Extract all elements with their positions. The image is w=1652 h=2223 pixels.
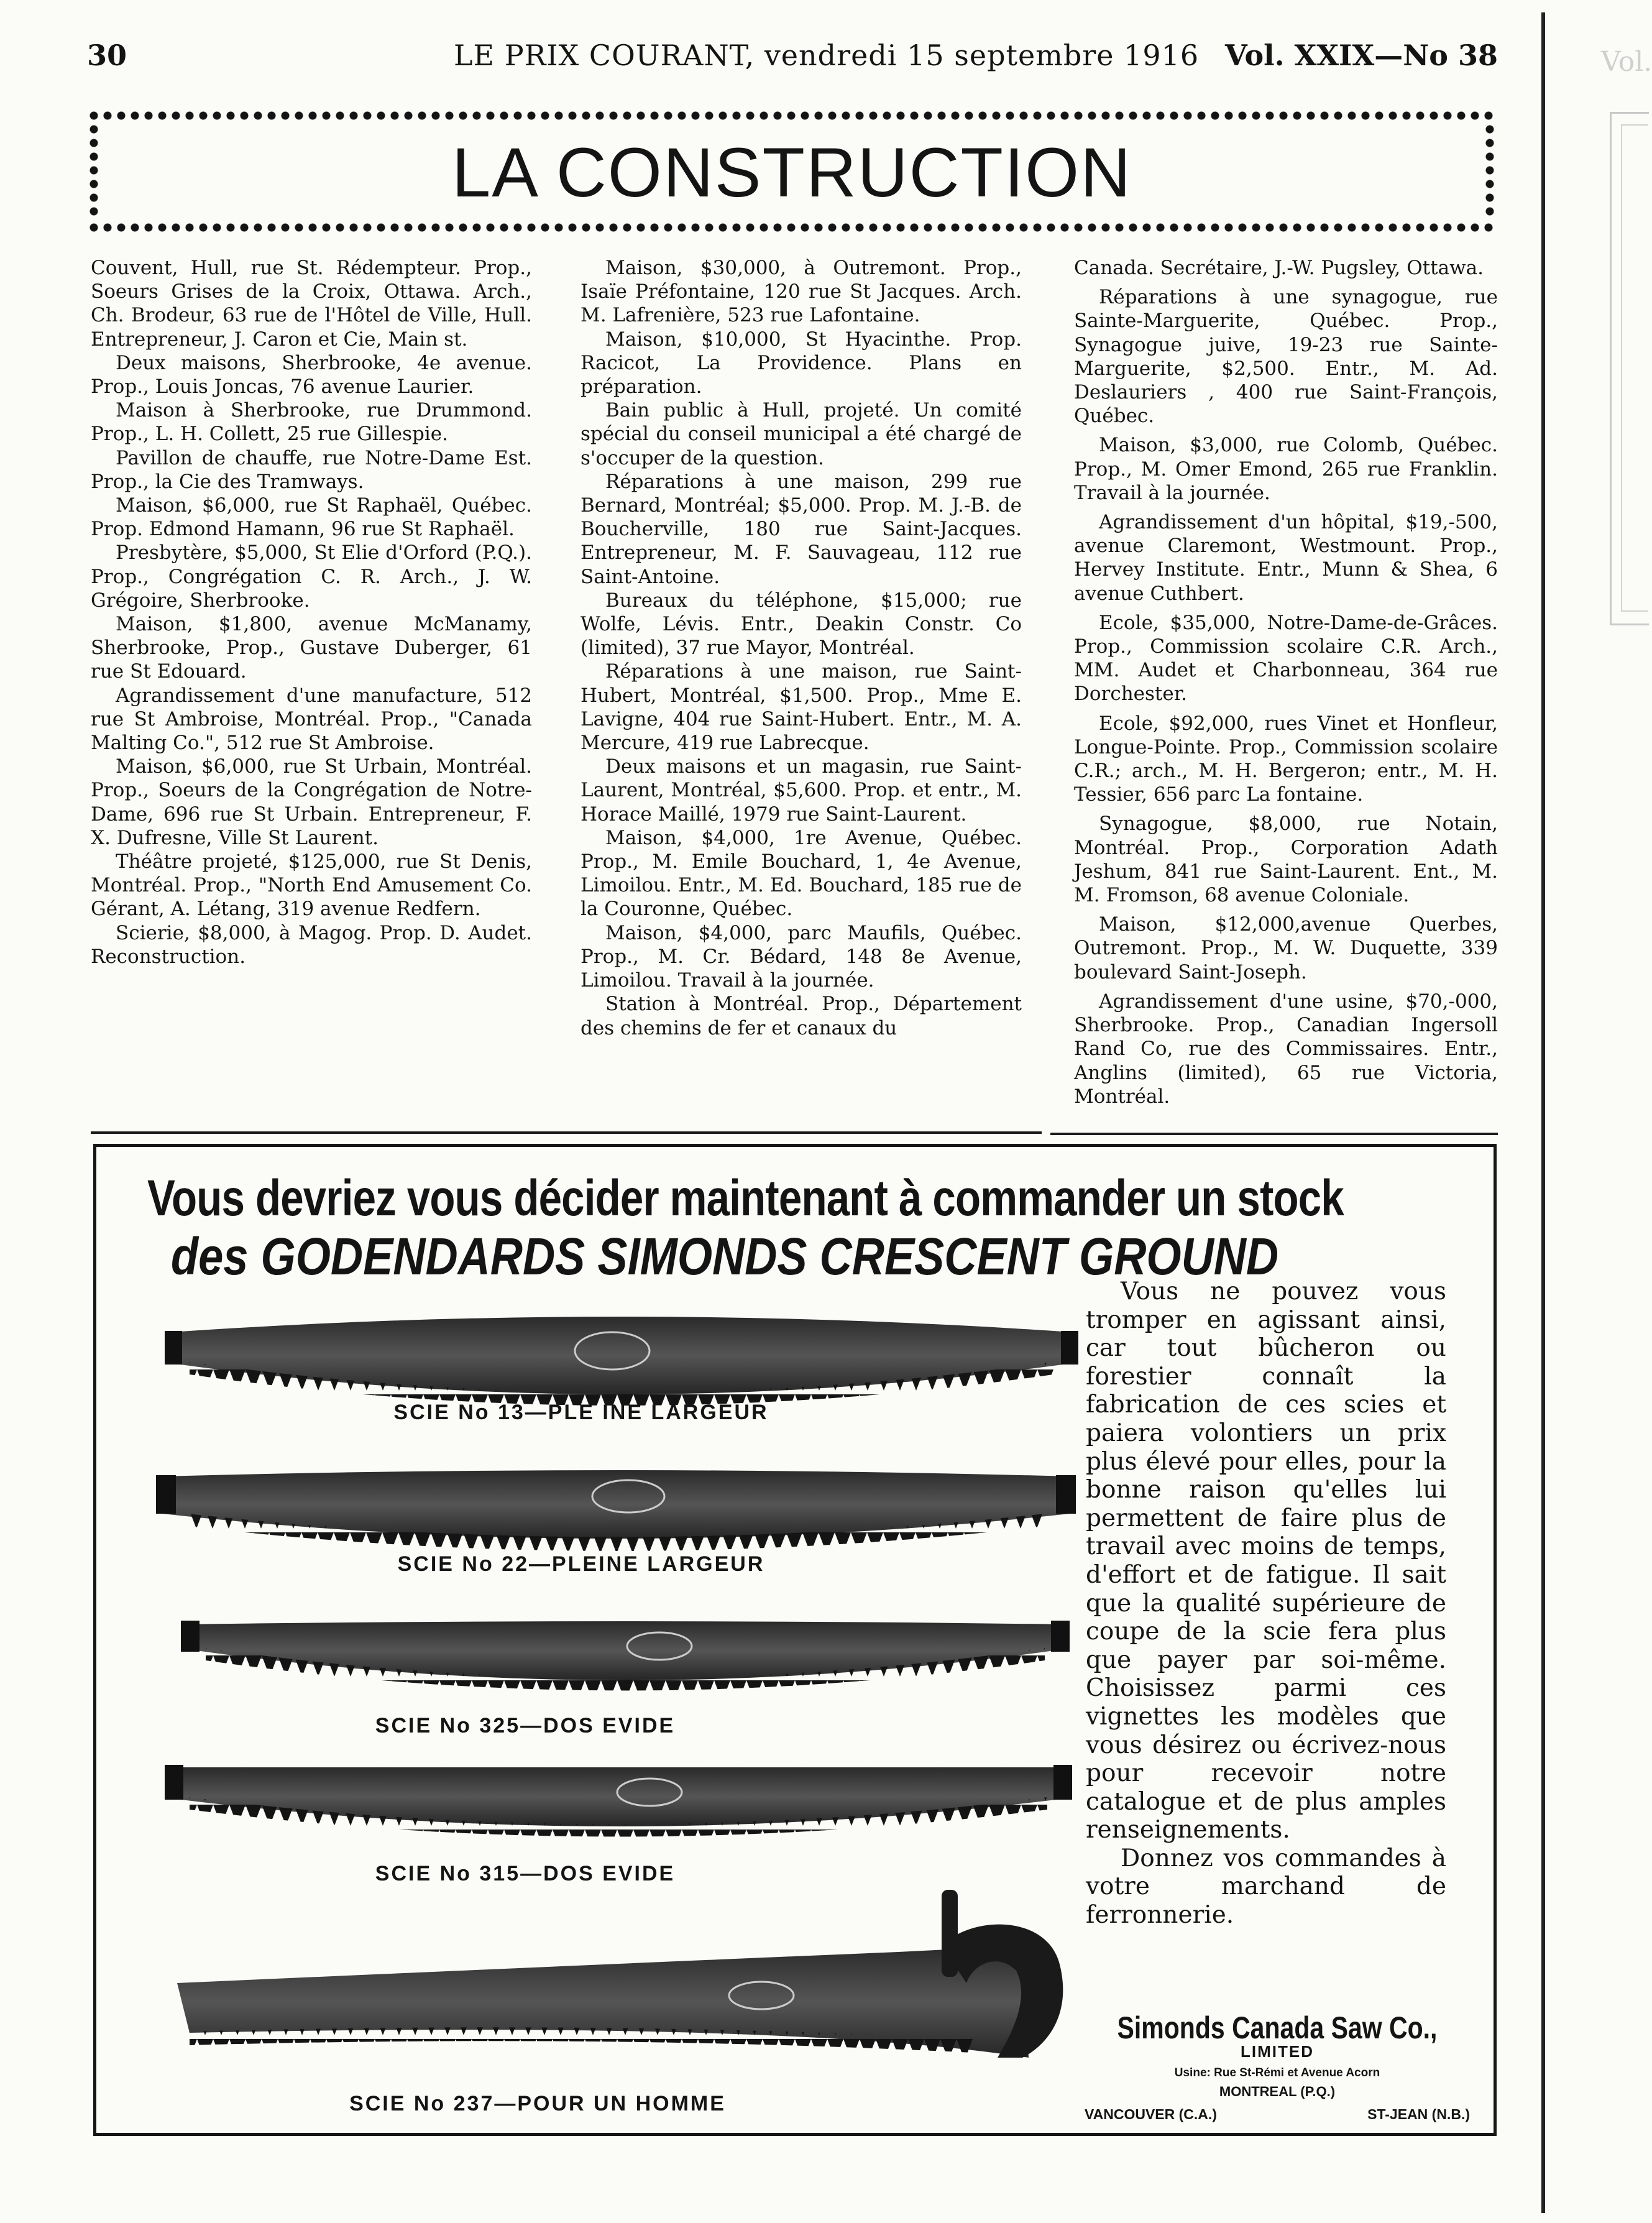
section-title: LA CONSTRUCTION: [451, 134, 1132, 211]
publication-line: LE PRIX COURANT, vendredi 15 septembre 1916: [454, 39, 1200, 72]
listing-paragraph: Maison, $6,000, rue St Urbain, Montréal. Prop., Soeurs de la Congrégation de Notre-Dame, 696 rue St Urbain. Entrepreneur, F. X. Dufresne, Ville St Laurent.: [91, 755, 532, 849]
ad-headline: Vous devriez vous décider maintenant à commander un stock: [147, 1170, 1344, 1227]
listing-paragraph: Théâtre projeté, $125,000, rue St Denis, Montréal. Prop., "North End Amusement Co. Gérant, A. Létang, 319 avenue Redfern.: [91, 850, 532, 921]
listing-paragraph: Scierie, $8,000, à Magog. Prop. D. Audet. Reconstruction.: [91, 921, 532, 968]
running-head: [87, 39, 1498, 88]
listing-paragraph: Réparations à une synagogue, rue Sainte-Marguerite, Québec. Prop., Synagogue juive, 19-23 rue Sainte-Marguerite, $2,500. Entr., M. Ad. Deslauriers , 400 rue Saint-François, Québec.: [1074, 286, 1498, 428]
listing-paragraph: Réparations à une maison, rue Saint-Hubert, Montréal, $1,500. Prop., Mme E. Lavigne, 404 rue Saint-Hubert. Entr., M. A. Mercure, 419 rue Labrecque.: [580, 660, 1022, 755]
listing-paragraph: Maison, $1,800, avenue McManamy, Sherbrooke, Prop., Gustave Duberger, 61 rue St Edouard.: [91, 613, 532, 683]
saw-illustration-315: [165, 1755, 1072, 1861]
listing-paragraph: Agrandissement d'un hôpital, $19,-500, avenue Claremont, Westmount. Prop., Hervey Institute. Entr., Munn & Shea, 6 avenue Cuthbert.: [1074, 511, 1498, 605]
branch-st-jean: ST-JEAN (N.B.): [1367, 2106, 1470, 2122]
saw-caption: SCIE No 315—DOS EVIDE: [375, 1862, 676, 1885]
listing-paragraph: Maison, $4,000, 1re Avenue, Québec. Prop., M. Emile Bouchard, 1, 4e Avenue, Limoilou. Entr., M. Ed. Bouchard, 185 rue de la Couronne, Québec.: [580, 826, 1022, 921]
section-banner: [87, 109, 1497, 234]
branch-vancouver: VANCOUVER (C.A.): [1085, 2106, 1217, 2122]
listing-paragraph: Pavillon de chauffe, rue Notre-Dame Est. Prop., la Cie des Tramways.: [91, 446, 532, 493]
listing-paragraph: Maison, $4,000, parc Maufils, Québec. Prop., M. Cr. Bédard, 148 8e Avenue, Limoilou. Travail à la journée.: [580, 921, 1022, 992]
company-city: MONTREAL (P.Q.): [1219, 2084, 1336, 2099]
page-edge-line: [1541, 12, 1545, 2213]
listing-paragraph: Bain public à Hull, projeté. Un comité spécial du conseil municipal a été chargé de s'occuper de la question.: [580, 399, 1022, 469]
listing-paragraph: Deux maisons, Sherbrooke, 4e avenue. Prop., Louis Joncas, 76 avenue Laurier.: [91, 351, 532, 398]
volume-number: Vol. XXIX—No 38: [1225, 39, 1498, 72]
column-2: [580, 256, 1022, 1040]
banner-dot-border-top: [87, 109, 1497, 122]
listing-paragraph: Agrandissement d'une usine, $70,-000, Sherbrooke. Prop., Canadian Ingersoll Rand Co, rue des Commissaires. Entr., Anglins (limited), 65 rue Victoria, Montréal.: [1074, 990, 1498, 1108]
company-limited: LIMITED: [1241, 2042, 1314, 2061]
listing-paragraph: Réparations à une maison, 299 rue Bernard, Montréal; $5,000. Prop. M. J.-B. de Boucherville, 180 rue Saint-Jacques. Entrepreneur, M. F. Sauvageau, 112 rue Saint-Antoine.: [580, 470, 1022, 588]
company-factory-address: Usine: Rue St-Rémi et Avenue Acorn: [1174, 2066, 1380, 2079]
listing-paragraph: Maison, $6,000, rue St Raphaël, Québec. Prop. Edmond Hamann, 96 rue St Raphaël.: [91, 494, 532, 541]
listing-paragraph: Couvent, Hull, rue St. Rédempteur. Prop., Soeurs Grises de la Croix, Ottawa. Arch., Ch. Brodeur, 63 rue de l'Hôtel de Ville, Hull. Entrepreneur, J. Caron et Cie, Main st.: [91, 257, 532, 351]
column-end-rule: [1050, 1133, 1498, 1135]
listing-paragraph: Synagogue, $8,000, rue Notain, Montréal. Prop., Corporation Adath Jeshum, 841 rue Saint-Laurent. Ent., M. M. Fromson, 68 avenue Coloniale.: [1074, 812, 1498, 907]
saw-caption: SCIE No 325—DOS EVIDE: [375, 1714, 676, 1737]
listing-paragraph: Deux maisons et un magasin, rue Saint-Laurent, Montréal, $5,600. Prop. et entr., M. Horace Maillé, 1979 rue Saint-Laurent.: [580, 755, 1022, 826]
listing-paragraph: Ecole, $92,000, rues Vinet et Honfleur, Longue-Pointe. Prop., Commission scolaire C.R.; arch., M. H. Bergeron; entr., M. H. Tessier, 656 parc La fontaine.: [1074, 712, 1498, 806]
listing-paragraph: Maison, $12,000,avenue Querbes, Outremont. Prop., M. W. Duquette, 339 boulevard Saint-Joseph.: [1074, 913, 1498, 983]
listing-paragraph: Station à Montréal. Prop., Département des chemins de fer et canaux du: [580, 993, 1022, 1039]
advertisement: [93, 1144, 1497, 2136]
saw-caption: SCIE No 13—PLE INE LARGEUR: [393, 1401, 769, 1424]
listing-paragraph: Presbytère, $5,000, St Elie d'Orford (P.Q.). Prop., Congrégation C. R. Arch., J. W. Grégoire, Sherbrooke.: [91, 541, 532, 612]
listing-paragraph: Agrandissement d'une manufacture, 512 rue St Ambroise, Montréal. Prop., "Canada Malting Co.", 512 rue St Ambroise.: [91, 684, 532, 755]
listing-paragraph: Canada. Secrétaire, J.-W. Pugsley, Ottawa.: [1074, 257, 1484, 279]
ad-body-copy: [1086, 1277, 1446, 1930]
saw-caption: SCIE No 237—POUR UN HOMME: [349, 2092, 726, 2115]
bleed-through-frame-inner: [1621, 124, 1648, 612]
page-number: 30: [87, 39, 127, 72]
listing-paragraph: Maison, $3,000, rue Colomb, Québec. Prop., M. Omer Emond, 265 rue Franklin. Travail à la journée.: [1074, 434, 1498, 504]
banner-dot-border-bottom: [87, 221, 1497, 234]
company-name: Simonds Canada Saw Co.,: [1117, 2010, 1438, 2045]
listing-paragraph: Ecole, $35,000, Notre-Dame-de-Grâces. Prop., Commission scolaire C.R. Arch., MM. Audet et Charbonneau, 364 rue Dorchester.: [1074, 611, 1498, 706]
column-end-rule: [91, 1131, 1042, 1134]
saw-illustration-325: [181, 1606, 1070, 1711]
listing-paragraph: Maison, $10,000, St Hyacinthe. Prop. Racicot, La Providence. Plans en préparation.: [580, 328, 1022, 398]
ad-subheadline: des GODENDARDS SIMONDS CRESCENT GROUND: [171, 1227, 1279, 1286]
bleed-through-text: Vol.: [1601, 46, 1652, 78]
ad-paragraph: Vous ne pouvez vous tromper en agissant ainsi, car tout bûcheron ou forestier connaît la fabrication de ces scies et paiera volontiers un prix plus élevé pour elles, pour la bonne raison qu'elles lui permettent de faire plus de travail avec moins de temps, d'effort et de fatigue. Il sait que la qualité supérieure de coupe de la scie fera plus que payer par soi-même. Choisissez parmi ces vignettes les modèles que vous désirez ou écrivez-nous pour recevoir notre catalogue et de plus amples renseignements.: [1086, 1277, 1446, 1844]
listing-paragraph: Maison à Sherbrooke, rue Drummond. Prop., L. H. Collett, 25 rue Gillespie.: [91, 399, 532, 446]
saw-caption: SCIE No 22—PLEINE LARGEUR: [397, 1552, 765, 1576]
column-1: [91, 256, 532, 969]
company-branches: [1078, 2106, 1476, 2123]
listing-paragraph: Maison, $30,000, à Outremont. Prop., Isaïe Préfontaine, 120 rue St Jacques. Arch. M. Lafrenière, 523 rue Lafontaine.: [580, 257, 1022, 327]
listing-paragraph: Bureaux du téléphone, $15,000; rue Wolfe, Lévis. Entr., Deakin Constr. Co (limited), 37 rue Mayor, Montréal.: [580, 589, 1022, 660]
ad-paragraph: Donnez vos commandes à votre marchand de ferronnerie.: [1086, 1844, 1446, 1930]
column-3: [1074, 256, 1498, 1114]
company-signature: [1078, 2010, 1476, 2123]
saw-illustration-237: [165, 1890, 1078, 2070]
